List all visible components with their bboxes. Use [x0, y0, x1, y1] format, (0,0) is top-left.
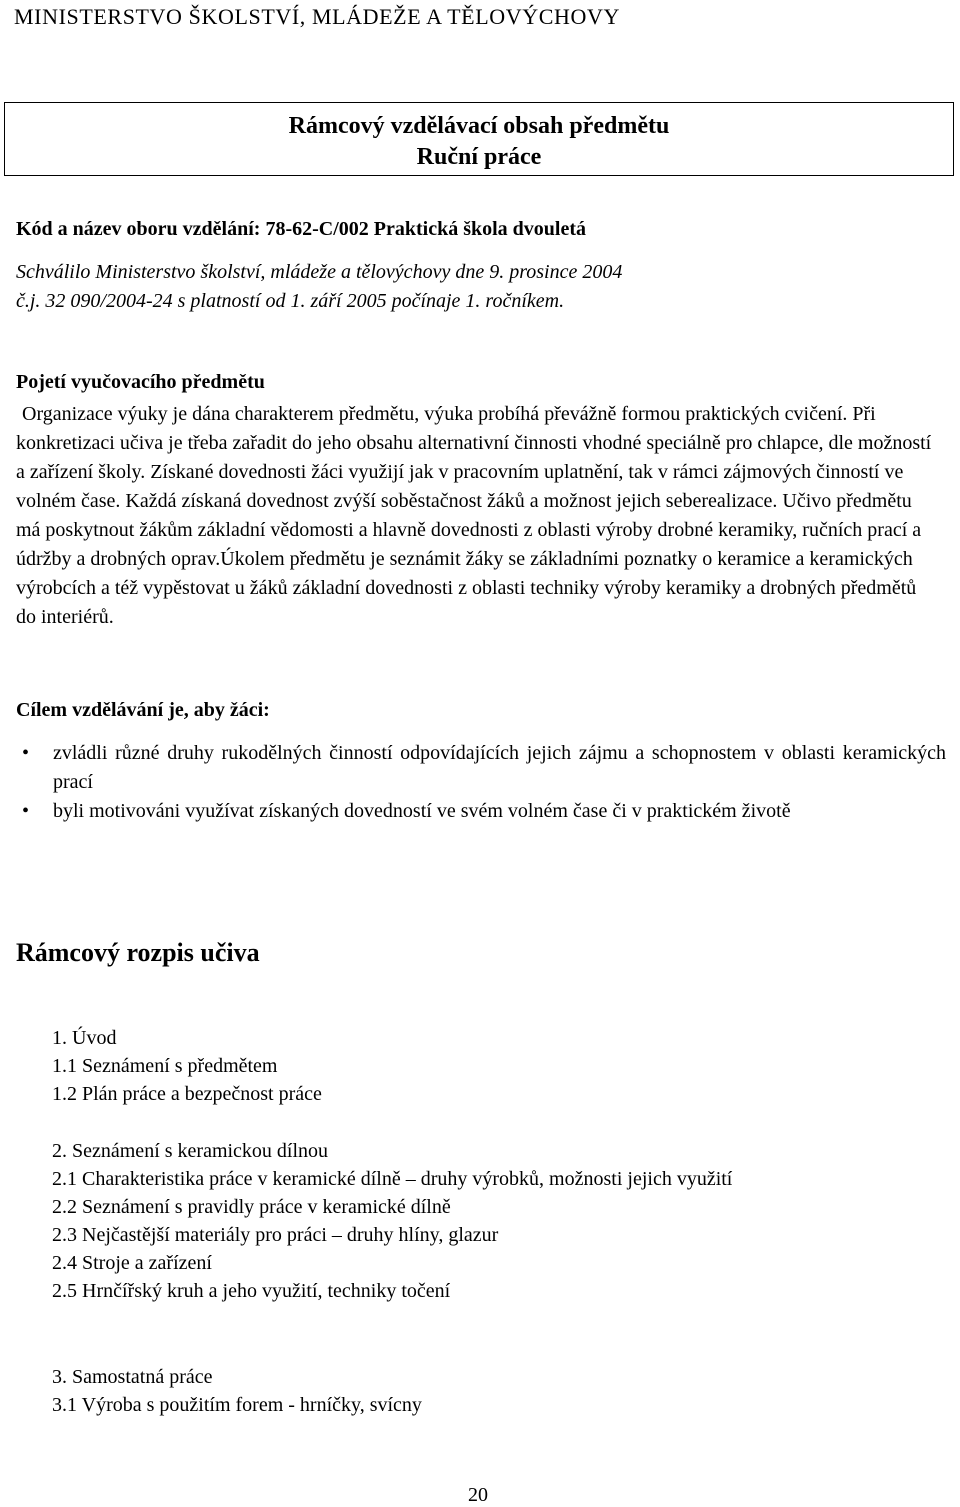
goal-item	[16, 797, 946, 826]
concept-heading: Pojetí vyučovacího předmětu	[16, 371, 265, 393]
curriculum-item: 1.1 Seznámení s předmětem	[52, 1055, 278, 1077]
concept-paragraph	[16, 400, 936, 632]
curriculum-item: 1.2 Plán práce a bezpečnost práce	[52, 1083, 322, 1105]
curriculum-item: 3. Samostatná práce	[52, 1366, 213, 1388]
curriculum-item: 1. Úvod	[52, 1027, 117, 1049]
curriculum-group-2	[52, 1137, 732, 1305]
curriculum-item: 2.1 Charakteristika práce v keramické dílně – druhy výrobků, možnosti jejich využití	[52, 1168, 733, 1190]
curriculum-item: 2.3 Nejčastější materiály pro práci – druhy hlíny, glazur	[52, 1224, 499, 1246]
goal-text: zvládli různé druhy rukodělných činností odpovídajících jejich zájmu a schopnostem v oblasti keramických prací	[53, 742, 946, 793]
goals-heading: Cílem vzdělávání je, aby žáci:	[16, 699, 270, 721]
approval-note	[16, 258, 956, 316]
curriculum-item: 3.1 Výroba s použitím forem - hrníčky, svícny	[52, 1394, 422, 1416]
concept-text: Organizace výuky je dána charakterem předmětu, výuka probíhá převážně formou praktických cvičení. Při konkretizaci učiva je třeba zařadit do jeho obsahu alternativní činnosti vhodné speciálně pro chlapce, dle možností a zařízení školy. Získané dovednosti žáci využijí jak v pracovním uplatnění, tak v rámci zájmových činností ve volném čase. Každá získaná dovednost zvýší soběstačnost žáků a možnost jejich seberealizace. Učivo předmětu má poskytnout žákům základní vědomosti a hlavně dovednosti z oblasti výroby drobné keramiky, ručních prací a údržby a drobných oprav.Úkolem předmětu je seznámit žáky se základními poznatky o keramice a keramických výrobcích a též vypěstovat u žáků základní dovednosti z oblasti techniky výroby keramiky a drobných předmětů do interiérů.	[16, 403, 932, 628]
bullet-icon: •	[22, 742, 30, 764]
curriculum-item: 2.2 Seznámení s pravidly práce v keramické dílně	[52, 1196, 451, 1218]
curriculum-group-1	[52, 1024, 322, 1108]
bullet-icon: •	[22, 800, 30, 822]
curriculum-heading: Rámcový rozpis učiva	[16, 938, 260, 967]
approval-line-1: Schválilo Ministerstvo školství, mládeže a tělovýchovy dne 9. prosince 2004	[16, 261, 623, 283]
ministry-header: MINISTERSTVO ŠKOLSTVÍ, MLÁDEŽE A TĚLOVÝCHOVY	[14, 4, 620, 29]
curriculum-item: 2.5 Hrnčířský kruh a jeho využití, techniky točení	[52, 1280, 451, 1302]
goal-text: byli motivováni využívat získaných dovedností ve svém volném čase či v praktickém životě	[53, 800, 791, 822]
page-number: 20	[468, 1484, 488, 1506]
goals-list	[16, 739, 946, 826]
field-code: Kód a název oboru vzdělání: 78-62-C/002 Praktická škola dvouletá	[16, 218, 587, 240]
approval-line-2: č.j. 32 090/2004-24 s platností od 1. září 2005 počínaje 1. ročníkem.	[16, 290, 565, 312]
goal-item	[16, 739, 946, 797]
title-line-1: Rámcový vzdělávací obsah předmětu	[288, 113, 670, 139]
title-box	[4, 102, 954, 176]
title-line-2: Ruční práce	[416, 144, 542, 170]
curriculum-item: 2.4 Stroje a zařízení	[52, 1252, 212, 1274]
curriculum-item: 2. Seznámení s keramickou dílnou	[52, 1140, 329, 1162]
curriculum-group-3	[52, 1363, 422, 1419]
